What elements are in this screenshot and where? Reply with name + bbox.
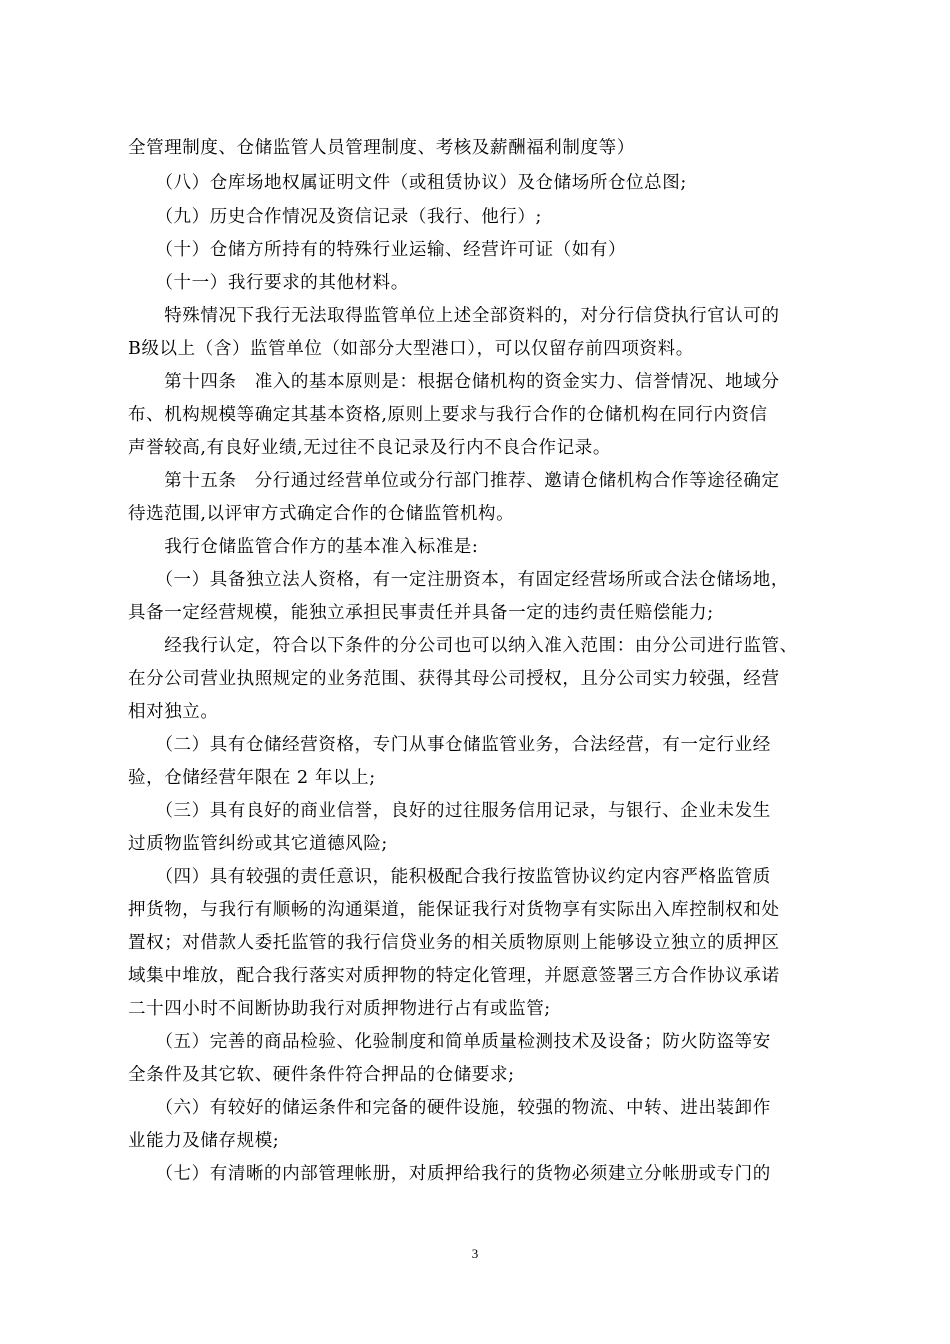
- text-line: （十一）我行要求的其他材料。: [128, 273, 409, 293]
- text-line: 在分公司营业执照规定的业务范围、获得其母公司授权，且分公司实力较强，经营: [128, 669, 780, 689]
- text-line: 经我行认定，符合以下条件的分公司也可以纳入准入范围：由分公司进行监管、: [128, 636, 798, 656]
- text-line: （五）完善的商品检验、化验制度和简单质量检测技术及设备；防火防盗等安: [128, 1032, 771, 1052]
- text-line: 置权；对借款人委托监管的我行信贷业务的相关质物原则上能够设立独立的质押区: [128, 933, 780, 953]
- text-line: （六）有较好的储运条件和完备的硬件设施，较强的物流、中转、进出装卸作: [128, 1098, 771, 1118]
- text-line: B级以上（含）监管单位（如部分大型港口），可以仅留存前四项资料。: [128, 339, 694, 359]
- text-line: 待选范围,以评审方式确定合作的仓储监管机构。: [128, 504, 515, 524]
- text-line: 全管理制度、仓储监管人员管理制度、考核及薪酬福利制度等）: [128, 138, 635, 158]
- text-line: 二十四小时不间断协助我行对质押物进行占有或监管;: [128, 999, 551, 1019]
- text-line: 域集中堆放，配合我行落实对质押物的特定化管理，并愿意签署三方合作协议承诺: [128, 966, 780, 986]
- text-line: 过质物监管纠纷或其它道德风险;: [128, 834, 388, 854]
- text-line: 验，仓储经营年限在 2 年以上;: [128, 768, 376, 788]
- text-line: （七）有清晰的内部管理帐册，对质押给我行的货物必须建立分帐册或专门的: [128, 1164, 771, 1184]
- text-line: 业能力及储存规模;: [128, 1131, 280, 1151]
- text-line: （八）仓库场地权属证明文件（或租赁协议）及仓储场所仓位总图;: [128, 173, 687, 193]
- text-line: 押货物，与我行有顺畅的沟通渠道，能保证我行对货物享有实际出入库控制权和处: [128, 900, 780, 920]
- text-line: 具备一定经营规模，能独立承担民事责任并具备一定的违约责任赔偿能力;: [128, 603, 714, 623]
- text-line: 第十四条 准入的基本原则是：根据仓储机构的资金实力、信誉情况、地域分: [128, 372, 780, 392]
- text-line: 特殊情况下我行无法取得监管单位上述全部资料的，对分行信贷执行官认可的: [128, 306, 780, 326]
- text-line: 声誉较高,有良好业绩,无过往不良记录及行内不良合作记录。: [128, 438, 611, 458]
- text-line: （三）具有良好的商业信誉，良好的过往服务信用记录，与银行、企业未发生: [128, 801, 771, 821]
- text-line: 布、机构规模等确定其基本资格,原则上要求与我行合作的仓储机构在同行内资信: [128, 405, 768, 425]
- text-line: （二）具有仓储经营资格，专门从事仓储监管业务，合法经营，有一定行业经: [128, 735, 771, 755]
- text-line: （九）历史合作情况及资信记录（我行、他行）;: [128, 207, 543, 227]
- text-line: 全条件及其它软、硬件条件符合押品的仓储要求;: [128, 1065, 515, 1085]
- text-line: （四）具有较强的责任意识，能积极配合我行按监管协议约定内容严格监管质: [128, 867, 771, 887]
- text-line: （十）仓储方所持有的特殊行业运输、经营许可证（如有）: [128, 240, 627, 260]
- text-line: 我行仓储监管合作方的基本准入标准是:: [128, 537, 479, 557]
- text-line: 相对独立。: [128, 702, 219, 722]
- text-line: （一）具备独立法人资格，有一定注册资本，有固定经营场所或合法仓储场地，: [128, 570, 789, 590]
- page-number: 3: [471, 1246, 479, 1261]
- text-line: 第十五条 分行通过经营单位或分行部门推荐、邀请仓储机构合作等途径确定: [128, 471, 780, 491]
